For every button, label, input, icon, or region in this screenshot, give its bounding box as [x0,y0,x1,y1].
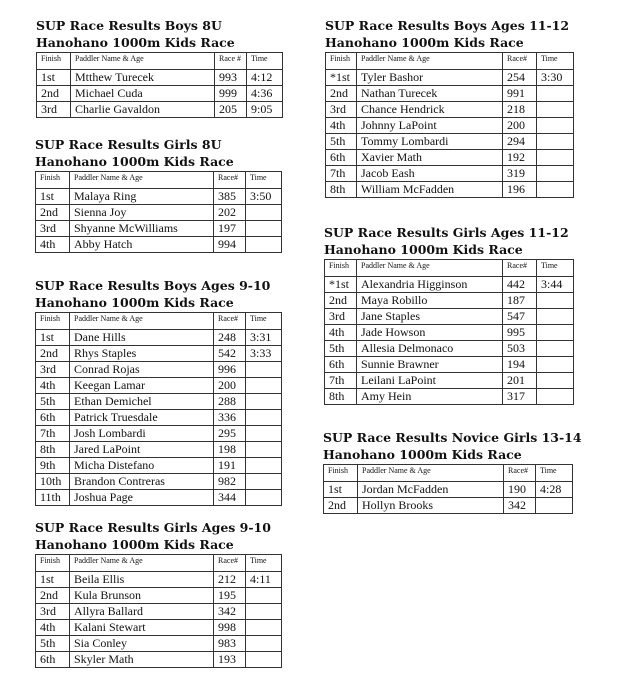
results-block-girls-9-10 [35,520,282,668]
cell-time [246,237,282,253]
header-time: Time [537,53,574,70]
table-row [36,362,282,378]
cell-race-number: 317 [503,389,537,405]
header-paddler-name: Paddler Name & Age [357,260,503,277]
cell-finish: 11th [36,490,70,506]
cell-paddler-name: Abby Hatch [70,237,214,253]
cell-race-number: 982 [214,474,246,490]
cell-finish: 2nd [325,293,357,309]
section-title: SUP Race Results Boys Ages 9-10 [35,278,271,293]
cell-time [246,205,282,221]
cell-finish: 2nd [37,86,71,102]
section-title: SUP Race Results Girls Ages 9-10 [35,520,271,535]
cell-paddler-name: Tyler Bashor [357,70,503,86]
cell-race-number: 542 [214,346,246,362]
table-row [37,70,283,86]
cell-race-number: 547 [503,309,537,325]
cell-time [537,134,574,150]
cell-finish: 4th [325,325,357,341]
cell-finish: 3rd [326,102,357,118]
section-subtitle: Hanohano 1000m Kids Race [323,447,522,462]
cell-paddler-name: Ethan Demichel [70,394,214,410]
section-title: SUP Race Results Novice Girls 13-14 [323,430,582,445]
table-row [37,102,283,118]
section-subtitle: Hanohano 1000m Kids Race [36,35,235,50]
cell-time: 4:28 [536,482,573,498]
table-row [36,588,282,604]
cell-race-number: 202 [214,205,246,221]
cell-paddler-name: Shyanne McWilliams [70,221,214,237]
cell-time [246,221,282,237]
cell-finish: 7th [325,373,357,389]
table-row [326,118,574,134]
cell-time [246,490,282,506]
results-table [35,171,282,253]
cell-paddler-name: Nathan Turecek [357,86,503,102]
cell-finish: 2nd [36,205,70,221]
table-row [36,205,282,221]
header-time: Time [536,465,573,482]
header-finish: Finish [36,172,70,189]
cell-time [246,458,282,474]
header-race-number: Race# [214,313,246,330]
table-row [325,277,574,293]
cell-race-number: 996 [214,362,246,378]
header-row [36,313,282,330]
cell-paddler-name: William McFadden [357,182,503,198]
table-row [36,189,282,205]
cell-time [537,118,574,134]
table-row [326,102,574,118]
cell-paddler-name: Jade Howson [357,325,503,341]
header-paddler-name: Paddler Name & Age [357,53,503,70]
cell-time [246,362,282,378]
table-row [326,182,574,198]
table-row [37,86,283,102]
results-block-boys-9-10 [35,278,282,506]
header-row [326,53,574,70]
cell-paddler-name: Sunnie Brawner [357,357,503,373]
cell-race-number: 995 [503,325,537,341]
cell-finish: 5th [325,341,357,357]
cell-finish: 4th [36,378,70,394]
header-row [36,172,282,189]
cell-finish: 1st [37,70,71,86]
table-row [326,86,574,102]
cell-paddler-name: Sia Conley [70,636,214,652]
cell-race-number: 200 [214,378,246,394]
cell-paddler-name: Hollyn Brooks [358,498,504,514]
table-row [325,357,574,373]
cell-race-number: 344 [214,490,246,506]
section-subtitle: Hanohano 1000m Kids Race [325,35,524,50]
cell-time [537,373,574,389]
cell-finish: *1st [325,277,357,293]
cell-finish: 9th [36,458,70,474]
cell-time: 4:36 [247,86,283,102]
header-paddler-name: Paddler Name & Age [358,465,504,482]
header-time: Time [246,172,282,189]
table-row [36,490,282,506]
cell-race-number: 198 [214,442,246,458]
cell-race-number: 191 [214,458,246,474]
cell-finish: 6th [325,357,357,373]
cell-finish: 8th [326,182,357,198]
results-table [35,554,282,668]
cell-finish: 3rd [36,362,70,378]
section-subtitle: Hanohano 1000m Kids Race [35,295,234,310]
cell-race-number: 342 [504,498,536,514]
header-finish: Finish [325,260,357,277]
table-row [324,482,573,498]
cell-finish: 5th [326,134,357,150]
section-subtitle: Hanohano 1000m Kids Race [35,154,234,169]
table-row [325,309,574,325]
section-title: SUP Race Results Boys 8U [36,18,222,33]
header-row [37,53,283,70]
cell-race-number: 999 [215,86,247,102]
table-row [325,293,574,309]
results-block-girls-8u [35,137,282,253]
cell-paddler-name: Conrad Rojas [70,362,214,378]
header-race-number: Race# [214,172,246,189]
header-paddler-name: Paddler Name & Age [70,172,214,189]
cell-finish: 4th [36,620,70,636]
cell-paddler-name: Patrick Truesdale [70,410,214,426]
cell-time [537,357,574,373]
cell-finish: 1st [324,482,358,498]
cell-finish: *1st [326,70,357,86]
cell-paddler-name: Beila Ellis [70,572,214,588]
table-row [36,394,282,410]
cell-race-number: 254 [503,70,537,86]
cell-paddler-name: Chance Hendrick [357,102,503,118]
results-block-boys-8u [36,18,283,118]
cell-race-number: 385 [214,189,246,205]
table-row [36,442,282,458]
header-paddler-name: Paddler Name & Age [70,555,214,572]
cell-paddler-name: Keegan Lamar [70,378,214,394]
cell-finish: 3rd [325,309,357,325]
header-race-number: Race# [214,555,246,572]
header-race-number: Race# [503,260,537,277]
cell-time [246,652,282,668]
cell-finish: 5th [36,636,70,652]
cell-paddler-name: Mtthew Turecek [71,70,215,86]
cell-finish: 5th [36,394,70,410]
results-table [36,52,283,118]
cell-paddler-name: Micha Distefano [70,458,214,474]
cell-paddler-name: Leilani LaPoint [357,373,503,389]
cell-time [246,636,282,652]
section-subtitle: Hanohano 1000m Kids Race [35,537,234,552]
header-row [36,555,282,572]
cell-race-number: 442 [503,277,537,293]
header-time: Time [246,313,282,330]
cell-paddler-name: Alexandria Higginson [357,277,503,293]
header-race-number: Race# [503,53,537,70]
cell-finish: 7th [326,166,357,182]
cell-paddler-name: Maya Robillo [357,293,503,309]
cell-paddler-name: Allyra Ballard [70,604,214,620]
cell-paddler-name: Amy Hein [357,389,503,405]
cell-race-number: 218 [503,102,537,118]
header-race-number: Race # [215,53,247,70]
cell-time [537,293,574,309]
table-row [325,373,574,389]
cell-race-number: 994 [214,237,246,253]
cell-time [246,394,282,410]
table-row [325,341,574,357]
cell-race-number: 295 [214,426,246,442]
table-row [36,474,282,490]
header-finish: Finish [326,53,357,70]
cell-time [246,426,282,442]
cell-finish: 6th [326,150,357,166]
cell-time [246,442,282,458]
cell-race-number: 336 [214,410,246,426]
table-row [36,636,282,652]
cell-finish: 1st [36,572,70,588]
cell-time [537,389,574,405]
header-finish: Finish [37,53,71,70]
cell-time [537,341,574,357]
cell-finish: 2nd [36,588,70,604]
table-row [36,604,282,620]
cell-time: 3:31 [246,330,282,346]
cell-paddler-name: Dane Hills [70,330,214,346]
cell-race-number: 187 [503,293,537,309]
results-block-girls-11-12 [324,225,574,405]
cell-finish: 3rd [36,604,70,620]
cell-finish: 6th [36,652,70,668]
header-row [324,465,573,482]
cell-race-number: 190 [504,482,536,498]
table-row [36,426,282,442]
cell-finish: 1st [36,330,70,346]
cell-race-number: 193 [214,652,246,668]
cell-time: 3:30 [537,70,574,86]
cell-race-number: 197 [214,221,246,237]
cell-paddler-name: Jane Staples [357,309,503,325]
header-finish: Finish [36,313,70,330]
results-block-boys-11-12 [325,18,574,198]
cell-paddler-name: Johnny LaPoint [357,118,503,134]
cell-time [246,604,282,620]
table-row [324,498,573,514]
cell-paddler-name: Brandon Contreras [70,474,214,490]
table-row [36,378,282,394]
cell-time [246,620,282,636]
cell-race-number: 288 [214,394,246,410]
results-table [35,312,282,506]
cell-paddler-name: Kalani Stewart [70,620,214,636]
cell-paddler-name: Sienna Joy [70,205,214,221]
section-title: SUP Race Results Girls 8U [35,137,222,152]
cell-finish: 8th [325,389,357,405]
cell-paddler-name: Charlie Gavaldon [71,102,215,118]
cell-time [246,410,282,426]
cell-time [246,588,282,604]
cell-time [537,325,574,341]
cell-race-number: 993 [215,70,247,86]
header-time: Time [247,53,283,70]
results-table [324,259,574,405]
cell-race-number: 205 [215,102,247,118]
cell-time [537,150,574,166]
cell-race-number: 194 [503,357,537,373]
results-block-novice-girls-13-14 [323,430,582,514]
header-time: Time [537,260,574,277]
cell-paddler-name: Malaya Ring [70,189,214,205]
cell-finish: 2nd [324,498,358,514]
cell-time: 3:33 [246,346,282,362]
table-row [36,237,282,253]
section-subtitle: Hanohano 1000m Kids Race [324,242,523,257]
table-row [325,325,574,341]
table-row [36,221,282,237]
cell-race-number: 200 [503,118,537,134]
table-row [36,410,282,426]
cell-finish: 6th [36,410,70,426]
cell-time: 3:44 [537,277,574,293]
table-row [36,346,282,362]
header-row [325,260,574,277]
cell-time [537,309,574,325]
section-title: SUP Race Results Boys Ages 11-12 [325,18,570,33]
header-time: Time [246,555,282,572]
table-row [36,620,282,636]
cell-finish: 4th [36,237,70,253]
cell-paddler-name: Kula Brunson [70,588,214,604]
table-row [36,572,282,588]
cell-finish: 7th [36,426,70,442]
table-row [326,166,574,182]
header-paddler-name: Paddler Name & Age [70,313,214,330]
cell-race-number: 991 [503,86,537,102]
cell-paddler-name: Allesia Delmonaco [357,341,503,357]
cell-race-number: 248 [214,330,246,346]
cell-finish: 2nd [36,346,70,362]
cell-paddler-name: Josh Lombardi [70,426,214,442]
cell-finish: 1st [36,189,70,205]
cell-paddler-name: Jordan McFadden [358,482,504,498]
cell-finish: 8th [36,442,70,458]
cell-paddler-name: Skyler Math [70,652,214,668]
cell-time: 3:50 [246,189,282,205]
table-row [325,389,574,405]
cell-time [246,378,282,394]
header-race-number: Race# [504,465,536,482]
cell-race-number: 294 [503,134,537,150]
cell-finish: 3rd [37,102,71,118]
table-row [36,330,282,346]
cell-paddler-name: Michael Cuda [71,86,215,102]
section-title: SUP Race Results Girls Ages 11-12 [324,225,569,240]
cell-paddler-name: Rhys Staples [70,346,214,362]
cell-race-number: 998 [214,620,246,636]
table-row [36,458,282,474]
cell-paddler-name: Tommy Lombardi [357,134,503,150]
cell-time: 9:05 [247,102,283,118]
cell-finish: 4th [326,118,357,134]
cell-paddler-name: Jacob Eash [357,166,503,182]
cell-time [246,474,282,490]
results-table [323,464,573,514]
header-paddler-name: Paddler Name & Age [71,53,215,70]
table-row [326,70,574,86]
cell-race-number: 192 [503,150,537,166]
cell-paddler-name: Xavier Math [357,150,503,166]
table-row [36,652,282,668]
cell-time [537,166,574,182]
header-finish: Finish [324,465,358,482]
cell-time: 4:12 [247,70,283,86]
cell-race-number: 983 [214,636,246,652]
cell-paddler-name: Joshua Page [70,490,214,506]
cell-race-number: 342 [214,604,246,620]
table-row [326,134,574,150]
cell-finish: 10th [36,474,70,490]
cell-race-number: 195 [214,588,246,604]
cell-finish: 2nd [326,86,357,102]
cell-race-number: 319 [503,166,537,182]
cell-race-number: 201 [503,373,537,389]
cell-finish: 3rd [36,221,70,237]
cell-paddler-name: Jared LaPoint [70,442,214,458]
table-row [326,150,574,166]
cell-time [537,86,574,102]
cell-race-number: 212 [214,572,246,588]
cell-time: 4:11 [246,572,282,588]
cell-race-number: 196 [503,182,537,198]
cell-time [536,498,573,514]
cell-time [537,182,574,198]
results-table [325,52,574,198]
header-finish: Finish [36,555,70,572]
cell-time [537,102,574,118]
cell-race-number: 503 [503,341,537,357]
